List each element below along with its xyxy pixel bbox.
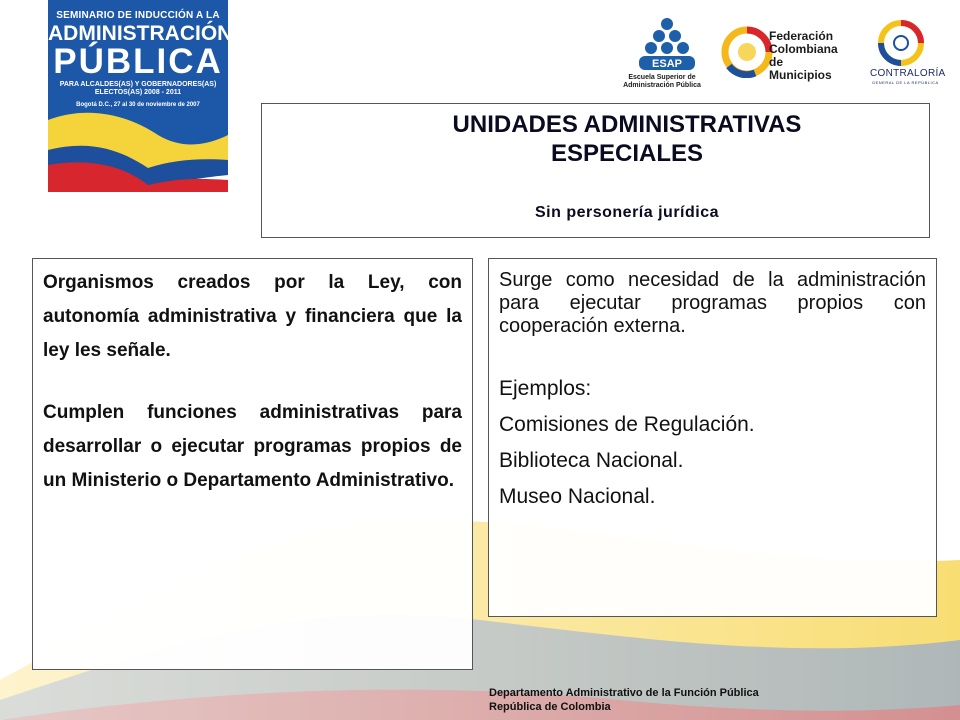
esap-line-1: Escuela Superior de [628, 74, 696, 81]
example-item: Comisiones de Regulación. [499, 413, 755, 436]
definition-paragraph-1: Organismos creados por la Ley, con autonomía administrativa y financiera que la ley les señale. [43, 272, 462, 361]
contraloria-subtitle: GENERAL DE LA REPÚBLICA [872, 80, 939, 85]
logo-line-4: PARA ALCALDES(AS) Y GOBERNADORES(AS) [59, 81, 217, 88]
logo-line-2: ADMINISTRACIÓN [48, 22, 233, 45]
fcm-line-1: Federación [769, 29, 834, 43]
fcm-line-3: de Municipios [769, 55, 832, 82]
esap-caption [617, 74, 707, 90]
contraloria-name: CONTRALORÍA [870, 68, 946, 79]
footer [489, 686, 759, 714]
fcm-caption [769, 30, 846, 82]
esap-icon [637, 16, 697, 72]
contraloria-logo [870, 16, 960, 86]
seminar-logo-text [48, 10, 233, 109]
definition-paragraph-2: Cumplen funciones administrativas para desarrollar o ejecutar programas propios de un Ministerio o Departamento Administrativo. [43, 402, 462, 491]
fcm-logo [721, 16, 846, 86]
seminar-logo [48, 0, 233, 192]
esap-line-2: Administración Pública [623, 82, 701, 89]
origin-paragraph: Surge como necesidad de la administración para ejecutar programas propios con cooperación externa. [499, 269, 926, 337]
examples-list [499, 371, 926, 515]
logo-line-5: ELECTOS(AS) 2008 - 2011 [94, 89, 182, 96]
footer-line-1: Departamento Administrativo de la Función Pública [489, 687, 759, 699]
title-box [261, 103, 930, 238]
logo-line-3: PÚBLICA [53, 42, 223, 81]
example-item: Biblioteca Nacional. [499, 449, 684, 472]
fcm-icon [721, 26, 773, 78]
logo-line-1: SEMINARIO DE INDUCCIÓN A LA [56, 10, 220, 21]
examples-label: Ejemplos: [499, 377, 592, 400]
logo-line-6: Bogotá D.C., 27 al 30 de noviembre de 2007 [76, 102, 200, 108]
definition-box [32, 258, 473, 670]
fcm-line-2: Colombiana [769, 42, 838, 56]
esap-logo [617, 16, 707, 96]
page-subtitle: Sin personería jurídica [535, 204, 719, 221]
contraloria-icon [878, 20, 924, 66]
footer-line-2: República de Colombia [489, 701, 611, 713]
page-title: UNIDADES ADMINISTRATIVAS ESPECIALES [452, 111, 802, 167]
example-item: Museo Nacional. [499, 485, 656, 508]
examples-box [488, 258, 937, 617]
svg-text:ESAP: ESAP [652, 58, 682, 70]
